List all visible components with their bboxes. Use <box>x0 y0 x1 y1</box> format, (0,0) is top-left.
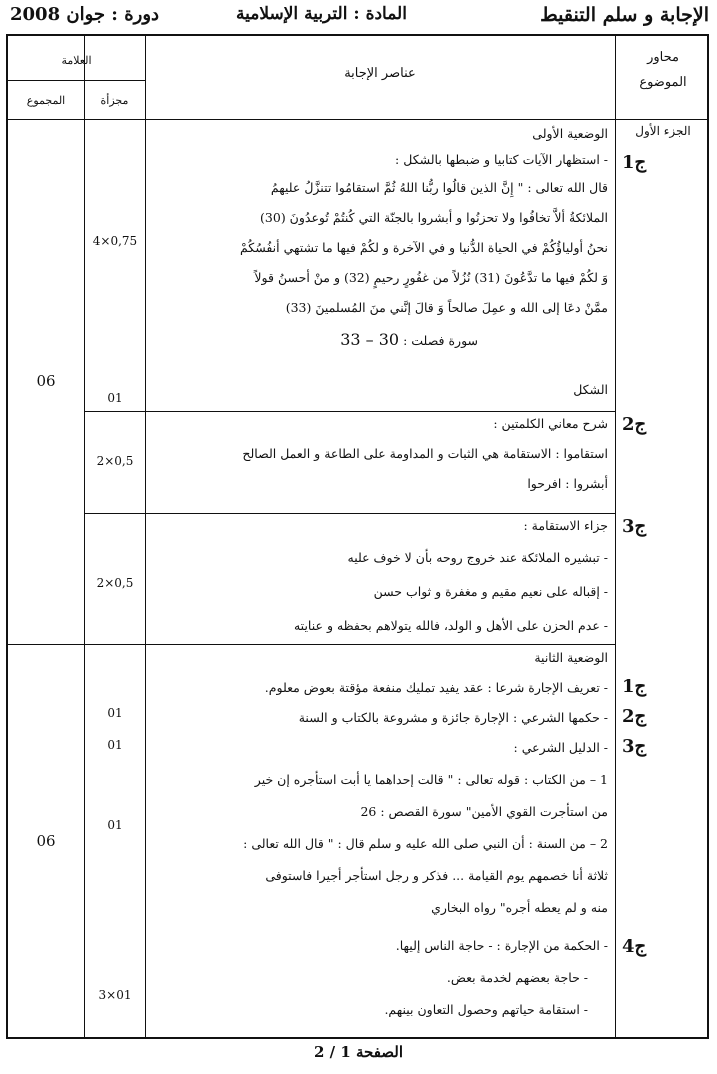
evidence-line: ثلاثة أنا خصمهم يوم القيامة ... فذكر و رجل استأجر أجيرا فاستوفى <box>265 868 608 883</box>
evidence-line: من استأجرت القوي الأمين" سورة القصص : 26 <box>360 804 608 819</box>
row-divider <box>8 119 707 120</box>
q2-line: أبشروا : افرحوا <box>527 476 608 491</box>
shakl-label: الشكل <box>573 382 608 397</box>
q3-intro: جزاء الاستقامة : <box>523 518 608 533</box>
p2-q3-mark: 01 <box>107 818 123 832</box>
q3-mark: 2×0,5 <box>96 576 134 590</box>
q3-answer <box>156 516 608 642</box>
situation-title: الوضعية الثانية <box>534 650 608 665</box>
situation-title: الوضعية الأولى <box>532 126 608 141</box>
q3-item: - تبشيره الملائكة عند خروج روحه بأن لا خوف عليه <box>347 550 608 565</box>
evidence-line: 2 – من السنة : أن النبي صلى الله عليه و سلم قال : " قال الله تعالى : <box>243 836 608 851</box>
verse-line: الملائكةُ ألاَّ تخافُوا ولا تحزنُوا و أبشروا بالجنّة التي كُنتُمْ تُوعدُونَ (30) <box>260 210 608 225</box>
row-divider <box>84 513 615 514</box>
col-divider <box>145 36 146 1037</box>
q1-mark-shakl: 01 <box>107 391 123 405</box>
p2-q4-item: - استقامة حياتهم وحصول التعاون بينهم. <box>384 1002 588 1017</box>
axes-header <box>618 50 708 90</box>
axes-header-line: الموضوع <box>639 75 687 90</box>
axes-header-line: محاور <box>647 50 679 65</box>
answer-elements-header: عناصر الإجابة <box>344 66 416 81</box>
p2-q1-text: - تعريف الإجارة شرعا : عقد يفيد تمليك منفعة مؤقتة بعوض معلوم. <box>264 680 608 695</box>
evidence-line: منه و لم يعطه أجره" رواه البخاري <box>431 900 608 915</box>
question-number: ج3 <box>622 736 647 757</box>
document-title: الإجابة و سلم التنقيط <box>540 4 709 26</box>
part1-total: 06 <box>36 372 56 390</box>
question-number: ج3 <box>622 516 647 537</box>
q3-item: - إقباله على نعيم مقيم و مغفرة و ثواب حسن <box>373 584 608 599</box>
answer-table <box>6 34 709 1039</box>
subject-label: المادة : التربية الإسلامية <box>236 4 407 24</box>
page-header <box>6 4 709 30</box>
part1-label: الجزء الأول <box>635 124 691 138</box>
p2-q3-intro: - الدليل الشرعي : <box>513 740 608 755</box>
part2-total: 06 <box>36 832 56 850</box>
part-mark-header: مجزأة <box>100 94 129 107</box>
p2-q4-intro: - الحكمة من الإجارة : - حاجة الناس إليها. <box>395 938 608 953</box>
surah-label: سورة فصلت : <box>403 333 478 348</box>
row-divider <box>84 411 615 412</box>
verse-line: نحنُ أولياؤُكُمْ في الحياة الدُّنيا و في الآخرة و لكُمْ فيها ما تشتهي أنفُسُكُمْ <box>239 240 608 255</box>
q2-mark: 2×0,5 <box>96 454 134 468</box>
p2-q2-mark: 01 <box>107 738 123 752</box>
page-number: الصفحة 1 / 2 <box>313 1043 404 1061</box>
p2-q1-mark: 01 <box>107 706 123 720</box>
question-number: ج4 <box>622 936 647 957</box>
row-divider <box>8 80 145 81</box>
mark-header: العلامة <box>61 54 92 67</box>
q2-answer <box>156 414 608 511</box>
verse-line: ممَّنْ دعَا إلى الله و عمِلَ صالحاً وَ قالَ إنَّني منَ المُسلمينَ (33) <box>285 300 608 315</box>
q3-item: - عدم الحزن على الأهل و الولد، فالله يتولاهم بحفظه و عنايته <box>293 618 608 633</box>
q2-intro: شرح معاني الكلمتين : <box>493 416 608 431</box>
evidence-line: 1 – من الكتاب : قوله تعالى : " قالت إحداهما يا أبت استأجره إن خير <box>254 772 608 787</box>
row-divider <box>8 644 615 645</box>
part2-answer <box>156 648 608 1038</box>
surah-range: 30 – 33 <box>340 330 400 349</box>
p2-q2-text: - حكمها الشرعي : الإجارة جائزة و مشروعة بالكتاب و السنة <box>298 710 608 725</box>
q1-mark: 4×0,75 <box>92 234 138 248</box>
surah-reference <box>156 330 478 349</box>
total-mark-header: المجموع <box>26 94 66 107</box>
q1-answer <box>156 124 608 409</box>
col-divider <box>615 36 616 1037</box>
question-number: ج2 <box>622 706 647 727</box>
q2-line: استقاموا : الاستقامة هي الثبات و المداومة على الطاعة و العمل الصالح <box>242 446 608 461</box>
question-number: ج1 <box>622 676 647 697</box>
verse-line: قال الله تعالى : " إِنَّ الذين قالُوا ربُّنا اللهُ ثُمَّ استقامُوا تتنزَّلُ عليهمُ <box>270 180 608 195</box>
col-divider <box>84 36 85 1037</box>
question-number: ج2 <box>622 414 647 435</box>
verse-line: وَ لكُمْ فيها ما تدَّعُونَ (31) نُزُلاً من غفُورٍ رحيمٍ (32) و منْ أحسنُ قولاً <box>254 270 608 285</box>
p2-q4-item: - حاجة بعضهم لخدمة بعض. <box>446 970 588 985</box>
question-number: ج1 <box>622 152 647 173</box>
p2-q4-mark: 3×01 <box>98 988 132 1002</box>
session-label: دورة : جوان 2008 <box>10 4 160 25</box>
q1-intro: - استظهار الآيات كتابيا و ضبطها بالشكل : <box>395 152 608 167</box>
